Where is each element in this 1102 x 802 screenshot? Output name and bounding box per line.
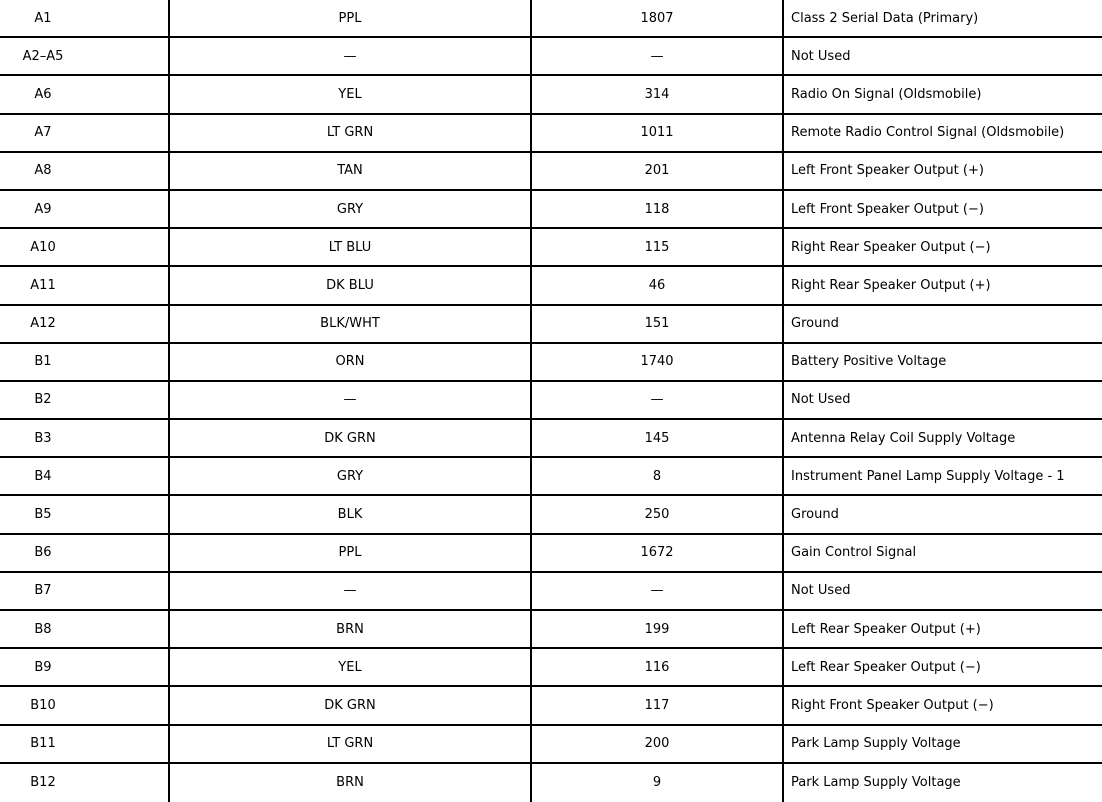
wire-color-cell: BRN (170, 764, 532, 802)
wire-color-cell: — (170, 382, 532, 418)
function-cell: Not Used (791, 392, 851, 408)
pin-cell (0, 726, 170, 762)
circuit-number-cell: 1740 (532, 344, 784, 380)
function-cell: Ground (791, 507, 839, 523)
wire-color-cell: DK BLU (170, 267, 532, 303)
pin-cell (0, 496, 170, 532)
table-row (0, 0, 1102, 38)
pin-label: A2–A5 (22, 48, 64, 64)
pin-cell (0, 458, 170, 494)
pin-label: B9 (34, 659, 52, 675)
table-row (0, 38, 1102, 76)
wire-color-cell: PPL (170, 0, 532, 36)
pin-label: A8 (34, 163, 52, 179)
circuit-number-cell: 1672 (532, 535, 784, 571)
table-row (0, 229, 1102, 267)
wire-color-cell: YEL (170, 649, 532, 685)
table-row (0, 764, 1102, 802)
pin-cell (0, 687, 170, 723)
pin-cell (0, 344, 170, 380)
wire-color-cell: BLK (170, 496, 532, 532)
function-cell: Park Lamp Supply Voltage (791, 736, 961, 752)
pin-cell (0, 38, 170, 74)
pin-cell (0, 535, 170, 571)
wire-color-cell: GRY (170, 191, 532, 227)
pin-cell (0, 306, 170, 342)
table-row (0, 611, 1102, 649)
function-cell: Antenna Relay Coil Supply Voltage (791, 430, 1016, 446)
function-cell: Left Front Speaker Output (+) (791, 163, 984, 179)
wire-color-cell: BRN (170, 611, 532, 647)
circuit-number-cell: 1807 (532, 0, 784, 36)
pin-label: A10 (30, 239, 56, 255)
pin-cell (0, 267, 170, 303)
table-row (0, 420, 1102, 458)
wire-color-cell: DK GRN (170, 687, 532, 723)
pin-label: A9 (34, 201, 52, 217)
table-row (0, 267, 1102, 305)
function-cell: Right Rear Speaker Output (+) (791, 277, 991, 293)
pin-cell (0, 229, 170, 265)
function-cell: Not Used (791, 583, 851, 599)
table-row (0, 535, 1102, 573)
pin-cell (0, 573, 170, 609)
function-cell: Right Front Speaker Output (−) (791, 697, 994, 713)
table-row (0, 344, 1102, 382)
function-cell: Class 2 Serial Data (Primary) (791, 10, 979, 26)
wire-color-cell: LT BLU (170, 229, 532, 265)
table-row (0, 726, 1102, 764)
pin-cell (0, 76, 170, 112)
table-row (0, 687, 1102, 725)
pin-cell (0, 420, 170, 456)
table-row (0, 382, 1102, 420)
circuit-number-cell: 1011 (532, 115, 784, 151)
wire-color-cell: DK GRN (170, 420, 532, 456)
circuit-number-cell: 200 (532, 726, 784, 762)
circuit-number-cell: 46 (532, 267, 784, 303)
circuit-number-cell: 118 (532, 191, 784, 227)
circuit-number-cell: 145 (532, 420, 784, 456)
wire-color-cell: TAN (170, 153, 532, 189)
circuit-number-cell: 9 (532, 764, 784, 802)
pin-label: B10 (30, 697, 56, 713)
circuit-number-cell: 151 (532, 306, 784, 342)
table-row (0, 306, 1102, 344)
table-row (0, 115, 1102, 153)
circuit-number-cell: 199 (532, 611, 784, 647)
pin-cell (0, 115, 170, 151)
pin-cell (0, 191, 170, 227)
function-cell: Ground (791, 316, 839, 332)
wire-color-cell: LT GRN (170, 726, 532, 762)
pin-label: B5 (34, 507, 52, 523)
pin-cell (0, 153, 170, 189)
function-cell: Not Used (791, 48, 851, 64)
function-cell: Left Rear Speaker Output (−) (791, 659, 981, 675)
wire-color-cell: BLK/WHT (170, 306, 532, 342)
circuit-number-cell: 314 (532, 76, 784, 112)
function-cell: Radio On Signal (Oldsmobile) (791, 86, 982, 102)
wire-color-cell: ORN (170, 344, 532, 380)
function-cell: Right Rear Speaker Output (−) (791, 239, 991, 255)
function-cell: Park Lamp Supply Voltage (791, 775, 961, 791)
function-cell: Left Rear Speaker Output (+) (791, 621, 981, 637)
function-cell: Battery Positive Voltage (791, 354, 947, 370)
table-row (0, 191, 1102, 229)
pin-label: A11 (30, 277, 56, 293)
wire-color-cell: LT GRN (170, 115, 532, 151)
pin-label: B4 (34, 468, 52, 484)
circuit-number-cell: 201 (532, 153, 784, 189)
pin-label: B8 (34, 621, 52, 637)
table-row (0, 496, 1102, 534)
function-cell: Remote Radio Control Signal (Oldsmobile) (791, 125, 1065, 141)
table-row (0, 153, 1102, 191)
function-cell: Instrument Panel Lamp Supply Voltage - 1 (791, 468, 1065, 484)
pin-cell (0, 382, 170, 418)
circuit-number-cell: 116 (532, 649, 784, 685)
pin-cell (0, 764, 170, 802)
pin-label: A7 (34, 125, 52, 141)
function-cell: Gain Control Signal (791, 545, 917, 561)
table-row (0, 649, 1102, 687)
pin-label: A1 (34, 10, 52, 26)
wire-color-cell: GRY (170, 458, 532, 494)
pin-label: B6 (34, 545, 52, 561)
table-row (0, 573, 1102, 611)
circuit-number-cell: 8 (532, 458, 784, 494)
wire-color-cell: PPL (170, 535, 532, 571)
pin-label: B1 (34, 354, 52, 370)
circuit-number-cell: 117 (532, 687, 784, 723)
wire-color-cell: YEL (170, 76, 532, 112)
circuit-number-cell: 250 (532, 496, 784, 532)
pin-label: B12 (30, 775, 56, 791)
pin-cell (0, 649, 170, 685)
pin-cell (0, 0, 170, 36)
circuit-number-cell: — (532, 573, 784, 609)
function-cell: Left Front Speaker Output (−) (791, 201, 984, 217)
pin-label: B11 (30, 736, 56, 752)
pin-label: B2 (34, 392, 52, 408)
pin-label: B3 (34, 430, 52, 446)
circuit-number-cell: 115 (532, 229, 784, 265)
wire-color-cell: — (170, 573, 532, 609)
pin-label: A12 (30, 316, 56, 332)
pin-label: A6 (34, 86, 52, 102)
table-row (0, 76, 1102, 114)
circuit-number-cell: — (532, 382, 784, 418)
pin-label: B7 (34, 583, 52, 599)
pin-cell (0, 611, 170, 647)
circuit-number-cell: — (532, 38, 784, 74)
wire-color-cell: — (170, 38, 532, 74)
table-row (0, 458, 1102, 496)
